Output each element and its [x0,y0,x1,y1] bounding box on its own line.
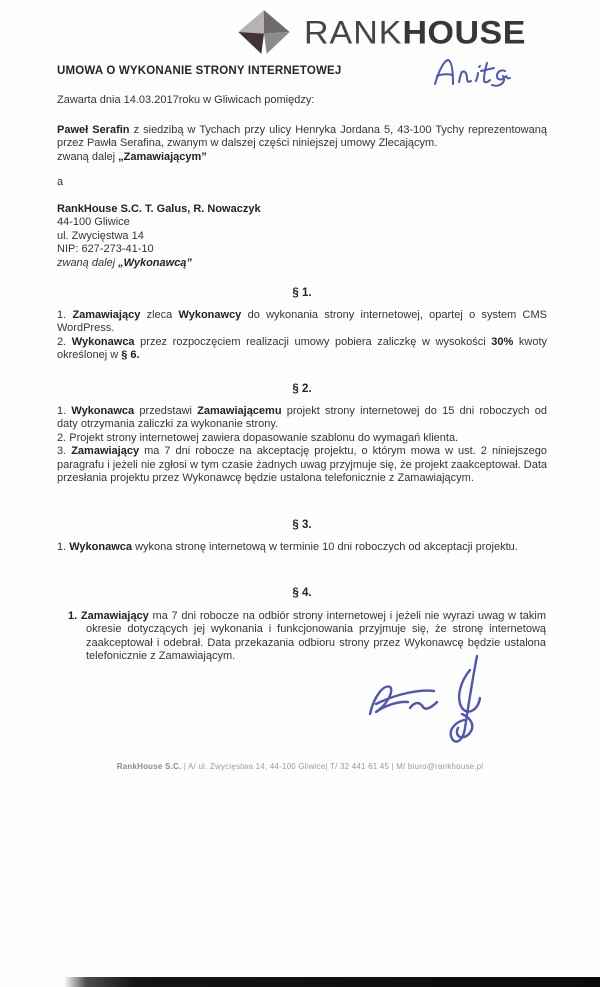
wordmark-rank: RANK [304,14,403,51]
scan-edge-shadow [64,977,600,987]
party2-nip: NIP: 627-273-41-10 [57,243,154,256]
footer-details: | A/ ul. Zwycięstwa 14, 44-100 Gliwice| T/ 32 441 61 45 | M/ biuro@rankhouse.pl [181,762,484,771]
section2-heading: § 2. [292,383,312,395]
party2-city: 44-100 Gliwice [57,216,130,229]
wordmark-house: HOUSE [402,14,526,51]
rankhouse-diamond-icon [237,9,291,56]
party1-block [57,124,547,164]
rankhouse-logo [237,9,526,56]
party2-block [57,203,547,270]
section1-item1: 1. Zamawiający zleca Wykonawcy do wykonania strony internetowej, opartej o system CMS WordPress. [57,309,547,335]
section2-item2: 2. Projekt strony internetowej zawiera dopasowanie szablonu do wymagań klienta. [57,431,459,444]
footer-contact-line [0,762,600,771]
party2-name: RankHouse S.C. T. Galus, R. Nowaczyk [57,203,261,215]
section3-heading: § 3. [292,519,312,531]
document-title: UMOWA O WYKONANIE STRONY INTERNETOWEJ [57,65,342,77]
signature-scribble [358,652,513,752]
party2-street: ul. Zwycięstwa 14 [57,229,144,242]
party2-alias: zwaną dalej „Wykonawcą” [57,256,192,269]
party1-description: Paweł Serafin z siedzibą w Tychach przy ulicy Henryka Jordana 5, 43-100 Tychy reprezentowaną przez Pawła Serafina, zwanym w dalszej części niniejszej umowy Zlecającym. [57,124,547,150]
section2-body [57,405,547,485]
section1-body [57,309,547,363]
conjunction: a [57,176,64,188]
intro-line: Zawarta dnia 14.03.2017roku w Gliwicach pomiędzy: [57,94,315,106]
section3-item1: 1. Wykonawca wykona stronę internetową w terminie 10 dni roboczych od akceptacji projektu. [57,541,518,553]
section3-body [57,541,547,554]
section2-item3: 3. Zamawiający ma 7 dni robocze na akceptację projektu, o którym mowa w ust. 2 niniejszego paragrafu i jeżeli nie zgłosi w tym czasie żadnych uwag przyjmuje się, że projekt zaakceptował. Data przesłania projektu przez Wykonawcę będzie ustalona telefonicznie z Zamawiającym. [57,445,547,485]
footer-brand: RankHouse S.C. [116,762,182,771]
section4-heading: § 4. [292,587,312,599]
party1-alias: zwaną dalej „Zamawiającym” [57,150,207,163]
section4-item1: 1. Zamawiający ma 7 dni robocze na odbiór strony internetowej i jeżeli nie wyrazi uwag w takim okresie dotyczących jej wykonania i funkcjonowania przyjmuje się, że stronę internetową zaakceptował i odebrał. Data przekazania odbioru strony przez Wykonawcę będzie ustalona telefonicznie z Zamawiającym. [68,610,547,663]
section2-item1: 1. Wykonawca przedstawi Zamawiającemu projekt strony internetowej do 15 dni roboczych od daty otrzymania zaliczki za wykonanie strony. [57,405,547,431]
section1-heading: § 1. [292,287,312,299]
section1-item2: 2. Wykonawca przez rozpoczęciem realizacji umowy pobiera zaliczkę w wysokości 30% kwoty określonej w § 6. [57,335,547,362]
rankhouse-wordmark [304,16,526,49]
